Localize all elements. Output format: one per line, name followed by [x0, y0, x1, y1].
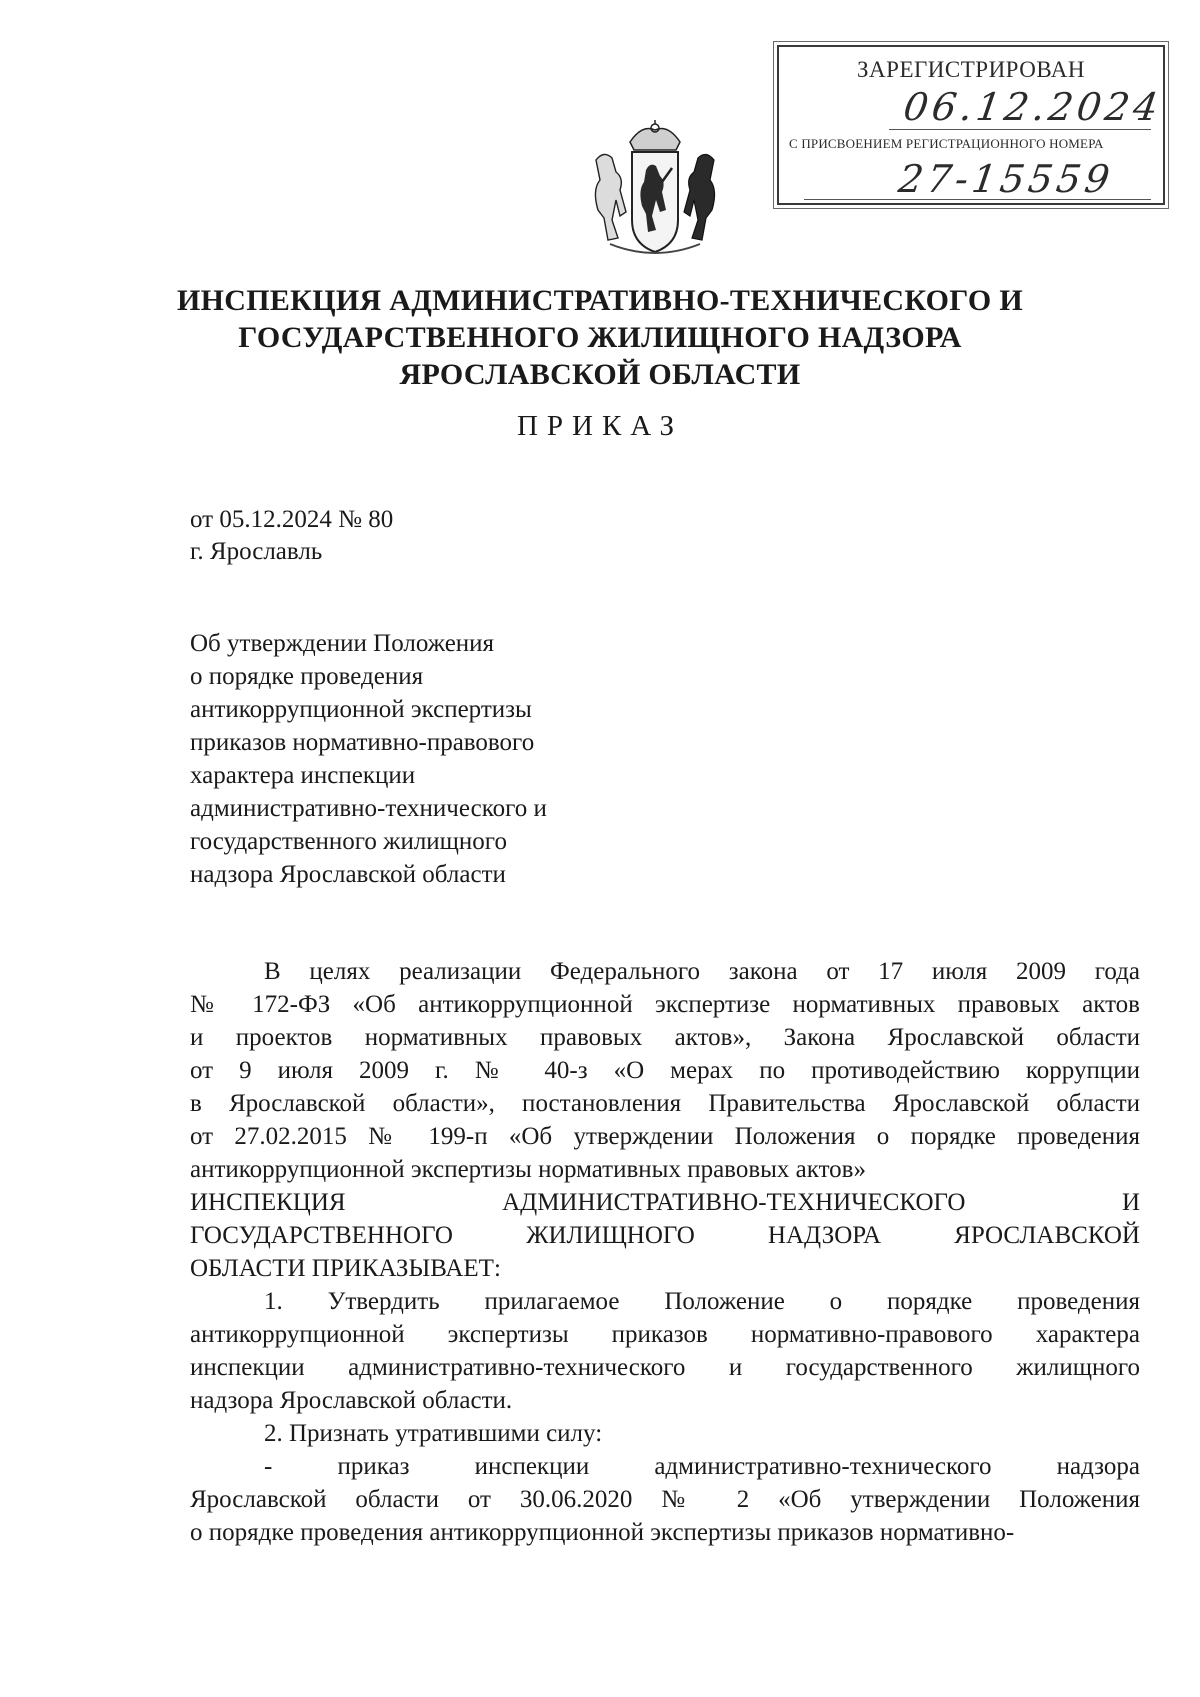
order-city: г. Ярославль	[190, 538, 323, 565]
body-line: от 27.02.2015 № 199-п «Об утверждении Положения о порядке проведения	[190, 1123, 1140, 1150]
decree-line: ГОСУДАРСТВЕННОГО ЖИЛИЩНОГО НАДЗОРА ЯРОСЛАВСКОЙ	[190, 1222, 1140, 1249]
item-line: инспекции административно-технического и государственного жилищного	[190, 1354, 1140, 1381]
stamp-divider	[804, 199, 1151, 200]
item-line: о порядке проведения антикоррупционной экспертизы приказов нормативно-	[190, 1519, 1015, 1546]
subject-line: антикоррупционной экспертизы	[190, 696, 532, 723]
subject-line: надзора Ярославской области	[190, 861, 506, 888]
subject-line: государственного жилищного	[190, 828, 507, 855]
stamp-date: 06.12.2024	[900, 85, 1165, 129]
subject-line: о порядке проведения	[190, 663, 424, 690]
org-heading-line: ГОСУДАРСТВЕННОГО ЖИЛИЩНОГО НАДЗОРА	[238, 321, 962, 354]
item-line: антикоррупционной экспертизы приказов нормативно-правового характера	[190, 1321, 1140, 1348]
body-line: В целях реализации Федерального закона от 17 июля 2009 года	[264, 958, 1140, 985]
order-date-number: от 05.12.2024 № 80	[190, 506, 394, 533]
decree-line: ОБЛАСТИ ПРИКАЗЫВАЕТ:	[190, 1255, 501, 1282]
decree-line: ИНСПЕКЦИЯ АДМИНИСТРАТИВНО-ТЕХНИЧЕСКОГО И	[190, 1189, 1140, 1216]
item-line: - приказ инспекции административно-технического надзора	[264, 1453, 1140, 1480]
body-line: и проектов нормативных правовых актов», Закона Ярославской области	[190, 1024, 1140, 1051]
subject-line: Об утверждении Положения	[190, 630, 495, 657]
item-line: Ярославской области от 30.06.2020 № 2 «Об утверждении Положения	[190, 1486, 1140, 1513]
item-line: надзора Ярославской области.	[190, 1387, 513, 1414]
subject-line: административно-технического и	[190, 795, 547, 822]
stamp-caption: С ПРИСВОЕНИЕМ РЕГИСТРАЦИОННОГО НОМЕРА	[789, 136, 1104, 151]
registration-stamp	[777, 45, 1165, 205]
org-heading-line: ЯРОСЛАВСКОЙ ОБЛАСТИ	[399, 358, 801, 391]
body-line: антикоррупционной экспертизы нормативных правовых актов»	[190, 1156, 866, 1183]
body-line: № 172-ФЗ «Об антикоррупционной экспертизе нормативных правовых актов	[190, 991, 1140, 1018]
document-type-title: ПРИКАЗ	[516, 410, 684, 442]
coat-of-arms-icon	[590, 120, 720, 260]
body-line: в Ярославской области», постановления Правительства Ярославской области	[190, 1090, 1140, 1117]
subject-line: характера инспекции	[190, 762, 416, 789]
item-line: 2. Признать утратившими силу:	[264, 1420, 603, 1447]
org-heading-line: ИНСПЕКЦИЯ АДМИНИСТРАТИВНО-ТЕХНИЧЕСКОГО И	[177, 284, 1023, 317]
item-line: 1. Утвердить прилагаемое Положение о порядке проведения	[264, 1288, 1140, 1315]
body-line: от 9 июля 2009 г. № 40-з «О мерах по противодействию коррупции	[190, 1057, 1140, 1084]
stamp-registration-number: 27-15559	[895, 157, 1117, 201]
subject-line: приказов нормативно-правового	[190, 729, 535, 756]
stamp-title: ЗАРЕГИСТРИРОВАН	[857, 57, 1085, 82]
stamp-divider	[889, 129, 1151, 130]
